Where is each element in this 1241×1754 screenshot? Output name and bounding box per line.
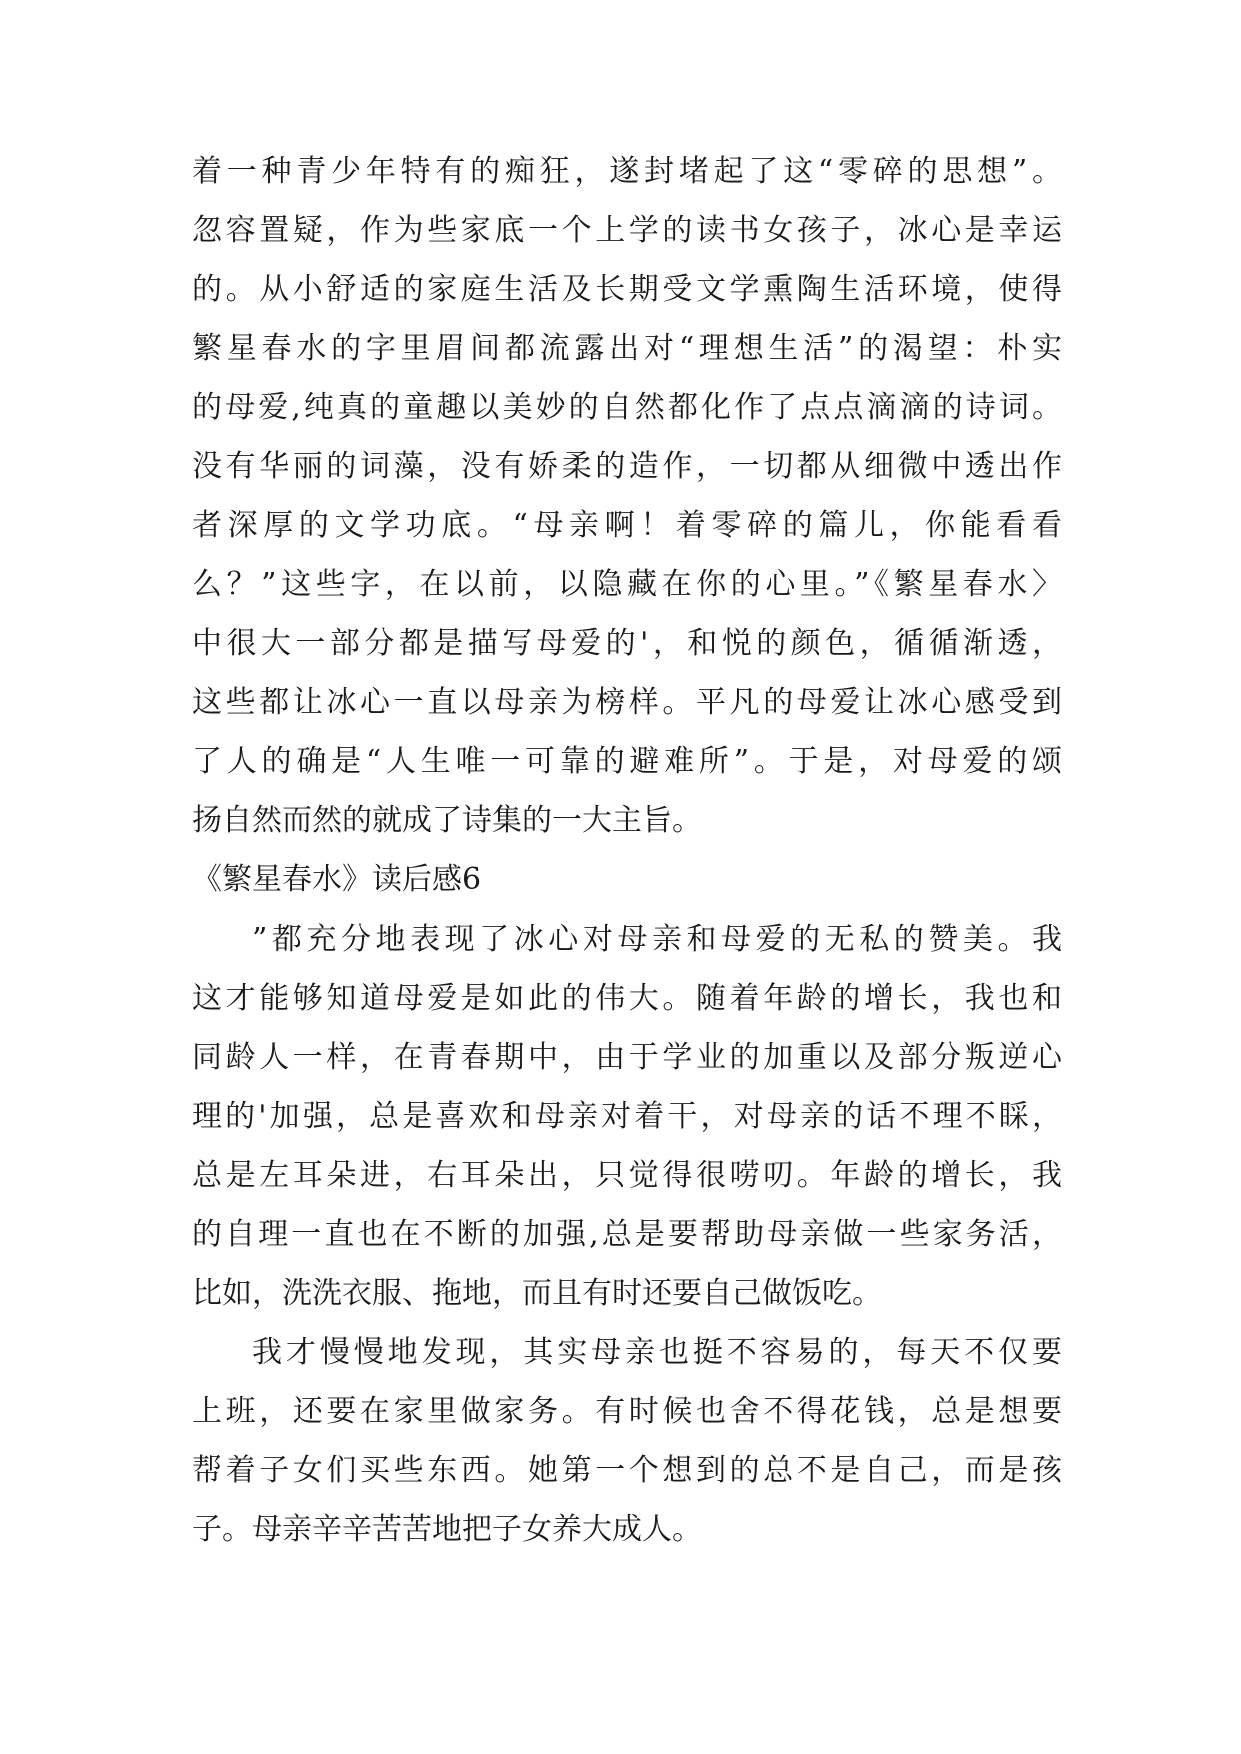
text-line: 的自理一直也在不断的加强,总是要帮助母亲做一些家务活， [192, 1217, 1062, 1252]
text-line: 理的'加强，总是喜欢和母亲对着干，对母亲的话不理不睬， [192, 1099, 1062, 1134]
text-line: 繁星春水的字里眉间都流露出对“理想生活”的渴望：朴实 [192, 331, 1062, 366]
text-line: 了人的确是“人生唯一可靠的避难所”。于是，对母爱的颂 [192, 744, 1062, 779]
text-line: ”都充分地表现了冰心对母亲和母爱的无私的赞美。我 [252, 922, 1062, 957]
text-line: 扬自然而然的就成了诗集的一大主旨。 [192, 803, 702, 838]
text-line: 没有华丽的词藻，没有娇柔的造作，一切都从细微中透出作 [192, 449, 1062, 484]
text-line: 子。母亲辛辛苦苦地把子女养大成人。 [192, 1512, 702, 1547]
text-line: 者深厚的文学功底。“母亲啊！着零碎的篇儿，你能看看 [192, 508, 1062, 543]
text-line: 忽容置疑，作为些家底一个上学的读书女孩子，冰心是幸运 [192, 213, 1062, 248]
text-line: 这些都让冰心一直以母亲为榜样。平凡的母爱让冰心感受到 [192, 685, 1062, 720]
text-line: 中很大一部分都是描写母爱的'，和悦的颜色，循循渐透， [192, 626, 1062, 661]
text-line: 的母爱,纯真的童趣以美妙的自然都化作了点点滴滴的诗词。 [192, 390, 1062, 425]
text-line: 这才能够知道母爱是如此的伟大。随着年龄的增长，我也和 [192, 981, 1062, 1016]
text-line: 的。从小舒适的家庭生活及长期受文学熏陶生活环境，使得 [192, 272, 1062, 307]
text-line: 总是左耳朵进，右耳朵出，只觉得很唠叨。年龄的增长，我 [192, 1158, 1062, 1193]
text-line: 么？”这些字，在以前，以隐藏在你的心里。”《繁星春水〉 [192, 567, 1062, 602]
text-line: 我才慢慢地发现，其实母亲也挺不容易的，每天不仅要 [252, 1335, 1062, 1370]
text-line: 同龄人一样，在青春期中，由于学业的加重以及部分叛逆心 [192, 1040, 1062, 1075]
section-heading: 《繁星春水》读后感6 [192, 862, 482, 897]
text-line: 比如，洗洗衣服、拖地，而且有时还要自己做饭吃。 [192, 1276, 882, 1311]
text-line: 帮着子女们买些东西。她第一个想到的总不是自己，而是孩 [192, 1453, 1062, 1488]
text-line: 着一种青少年特有的痴狂，遂封堵起了这“零碎的思想”。 [192, 154, 1062, 189]
text-line: 上班，还要在家里做家务。有时候也舍不得花钱，总是想要 [192, 1394, 1062, 1429]
